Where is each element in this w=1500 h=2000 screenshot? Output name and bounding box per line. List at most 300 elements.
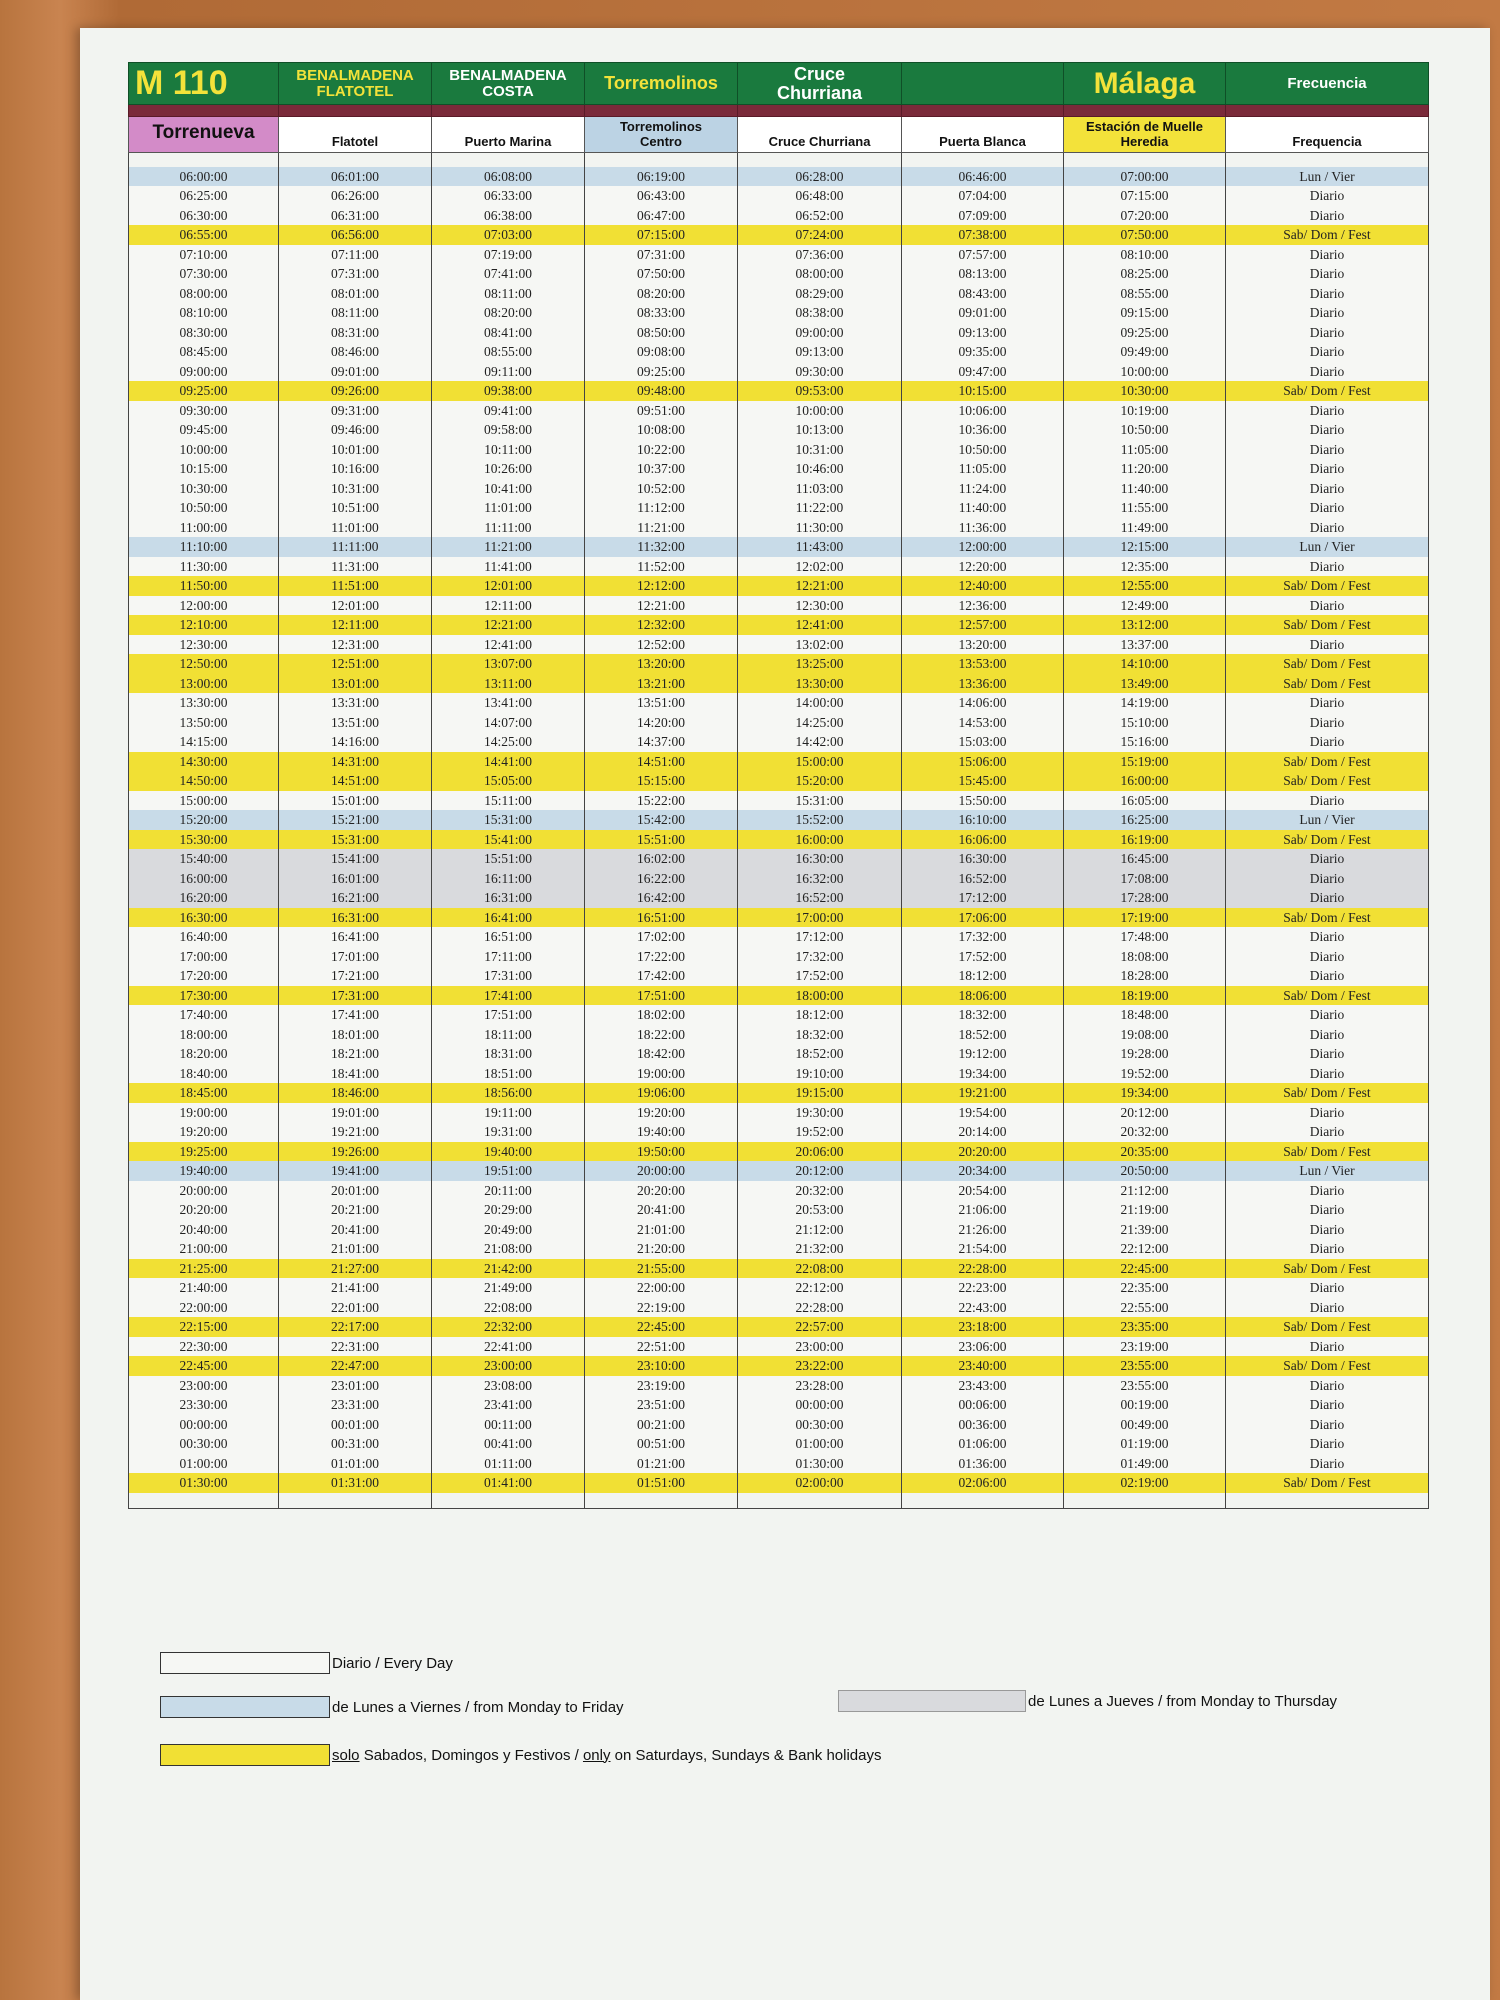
- table-row: [129, 1298, 1429, 1318]
- time-cell: 10:41:00: [432, 479, 585, 499]
- time-cell: 10:46:00: [738, 459, 902, 479]
- frequency-cell: Sab/ Dom / Fest: [1226, 576, 1429, 596]
- time-cell: 17:31:00: [432, 966, 585, 986]
- time-cell: 12:31:00: [279, 635, 432, 655]
- table-row: [129, 186, 1429, 206]
- time-cell: 17:48:00: [1064, 927, 1226, 947]
- time-cell: 13:12:00: [1064, 615, 1226, 635]
- time-cell: 09:53:00: [738, 381, 902, 401]
- time-cell: 10:50:00: [129, 498, 279, 518]
- time-cell: 13:51:00: [279, 713, 432, 733]
- table-row: [129, 1395, 1429, 1415]
- time-cell: 19:41:00: [279, 1161, 432, 1181]
- time-cell: 10:52:00: [585, 479, 738, 499]
- time-cell: 15:00:00: [738, 752, 902, 772]
- frequency-cell: Diario: [1226, 596, 1429, 616]
- frequency-cell: Diario: [1226, 966, 1429, 986]
- time-cell: 00:30:00: [129, 1434, 279, 1454]
- time-cell: 12:40:00: [902, 576, 1064, 596]
- time-cell: 06:56:00: [279, 225, 432, 245]
- time-cell: 16:21:00: [279, 888, 432, 908]
- time-cell: 09:25:00: [129, 381, 279, 401]
- time-cell: 18:21:00: [279, 1044, 432, 1064]
- time-cell: 20:00:00: [585, 1161, 738, 1181]
- time-cell: 22:00:00: [129, 1298, 279, 1318]
- time-cell: 13:30:00: [738, 674, 902, 694]
- time-cell: 17:00:00: [129, 947, 279, 967]
- time-cell: 11:31:00: [279, 557, 432, 577]
- time-cell: 20:41:00: [585, 1200, 738, 1220]
- time-cell: 16:31:00: [432, 888, 585, 908]
- time-cell: 14:06:00: [902, 693, 1064, 713]
- time-cell: 08:55:00: [432, 342, 585, 362]
- stop-group-frecuencia: Frecuencia: [1226, 63, 1429, 105]
- time-cell: 21:49:00: [432, 1278, 585, 1298]
- frequency-cell: Diario: [1226, 1278, 1429, 1298]
- time-cell: 22:08:00: [738, 1259, 902, 1279]
- time-cell: 12:02:00: [738, 557, 902, 577]
- time-cell: 14:50:00: [129, 771, 279, 791]
- frequency-cell: Diario: [1226, 1415, 1429, 1435]
- time-cell: 20:06:00: [738, 1142, 902, 1162]
- time-cell: 09:25:00: [1064, 323, 1226, 343]
- time-cell: 17:41:00: [432, 986, 585, 1006]
- time-cell: 15:41:00: [279, 849, 432, 869]
- time-cell: 16:00:00: [129, 869, 279, 889]
- time-cell: 00:06:00: [902, 1395, 1064, 1415]
- time-cell: 07:20:00: [1064, 206, 1226, 226]
- frequency-cell: Diario: [1226, 713, 1429, 733]
- time-cell: 07:15:00: [585, 225, 738, 245]
- time-cell: 22:30:00: [129, 1337, 279, 1357]
- time-cell: 11:03:00: [738, 479, 902, 499]
- time-cell: 14:19:00: [1064, 693, 1226, 713]
- time-cell: 02:06:00: [902, 1473, 1064, 1493]
- time-cell: 18:01:00: [279, 1025, 432, 1045]
- time-cell: 18:28:00: [1064, 966, 1226, 986]
- time-cell: 15:03:00: [902, 732, 1064, 752]
- time-cell: 11:22:00: [738, 498, 902, 518]
- time-cell: 23:00:00: [129, 1376, 279, 1396]
- time-cell: 11:30:00: [738, 518, 902, 538]
- frequency-cell: Diario: [1226, 1220, 1429, 1240]
- time-cell: 09:58:00: [432, 420, 585, 440]
- time-cell: 17:40:00: [129, 1005, 279, 1025]
- table-row: [129, 557, 1429, 577]
- time-cell: 17:30:00: [129, 986, 279, 1006]
- table-row: [129, 1103, 1429, 1123]
- time-cell: 10:00:00: [1064, 362, 1226, 382]
- time-cell: 12:10:00: [129, 615, 279, 635]
- time-cell: 19:21:00: [902, 1083, 1064, 1103]
- time-cell: 16:41:00: [279, 927, 432, 947]
- time-cell: 23:01:00: [279, 1376, 432, 1396]
- table-row: [129, 459, 1429, 479]
- time-cell: 17:06:00: [902, 908, 1064, 928]
- table-row: [129, 1220, 1429, 1240]
- time-cell: 16:30:00: [129, 908, 279, 928]
- frequency-cell: Diario: [1226, 732, 1429, 752]
- table-row: [129, 810, 1429, 830]
- time-cell: 17:22:00: [585, 947, 738, 967]
- frequency-cell: Diario: [1226, 1064, 1429, 1084]
- time-cell: 12:21:00: [585, 596, 738, 616]
- time-cell: 16:52:00: [902, 869, 1064, 889]
- time-cell: 17:21:00: [279, 966, 432, 986]
- time-cell: 18:02:00: [585, 1005, 738, 1025]
- frequency-cell: Sab/ Dom / Fest: [1226, 830, 1429, 850]
- time-cell: 16:45:00: [1064, 849, 1226, 869]
- time-cell: 15:01:00: [279, 791, 432, 811]
- table-row: [129, 537, 1429, 557]
- time-cell: 22:28:00: [902, 1259, 1064, 1279]
- frequency-cell: Diario: [1226, 1025, 1429, 1045]
- time-cell: 09:47:00: [902, 362, 1064, 382]
- time-cell: 11:12:00: [585, 498, 738, 518]
- frequency-cell: Diario: [1226, 362, 1429, 382]
- time-cell: 18:40:00: [129, 1064, 279, 1084]
- time-cell: 06:25:00: [129, 186, 279, 206]
- time-cell: 23:35:00: [1064, 1317, 1226, 1337]
- time-cell: 09:48:00: [585, 381, 738, 401]
- stop-group-cruce-churriana: Cruce Churriana: [738, 63, 902, 105]
- stop-group-torremolinos: Torremolinos: [585, 63, 738, 105]
- time-cell: 14:10:00: [1064, 654, 1226, 674]
- time-cell: 13:37:00: [1064, 635, 1226, 655]
- time-cell: 17:51:00: [585, 986, 738, 1006]
- time-cell: 11:40:00: [1064, 479, 1226, 499]
- time-cell: 12:00:00: [902, 537, 1064, 557]
- time-cell: 12:21:00: [432, 615, 585, 635]
- time-cell: 08:20:00: [432, 303, 585, 323]
- table-row: [129, 830, 1429, 850]
- legend-label-lunvier: de Lunes a Viernes / from Monday to Friday: [332, 1698, 624, 1716]
- time-cell: 06:26:00: [279, 186, 432, 206]
- time-cell: 17:32:00: [902, 927, 1064, 947]
- time-cell: 00:11:00: [432, 1415, 585, 1435]
- time-cell: 16:02:00: [585, 849, 738, 869]
- frequency-cell: Diario: [1226, 479, 1429, 499]
- time-cell: 10:26:00: [432, 459, 585, 479]
- time-cell: 12:51:00: [279, 654, 432, 674]
- time-cell: 00:19:00: [1064, 1395, 1226, 1415]
- time-cell: 16:51:00: [432, 927, 585, 947]
- time-cell: 00:00:00: [738, 1395, 902, 1415]
- time-cell: 13:20:00: [902, 635, 1064, 655]
- time-cell: 16:42:00: [585, 888, 738, 908]
- table-row: [129, 1064, 1429, 1084]
- time-cell: 13:30:00: [129, 693, 279, 713]
- table-row: [129, 1122, 1429, 1142]
- table-row: [129, 947, 1429, 967]
- time-cell: 11:21:00: [432, 537, 585, 557]
- frequency-cell: Sab/ Dom / Fest: [1226, 615, 1429, 635]
- time-cell: 09:15:00: [1064, 303, 1226, 323]
- frequency-cell: Diario: [1226, 264, 1429, 284]
- table-row: [129, 1454, 1429, 1474]
- time-cell: 18:52:00: [902, 1025, 1064, 1045]
- time-cell: 10:00:00: [129, 440, 279, 460]
- time-cell: 06:55:00: [129, 225, 279, 245]
- time-cell: 10:08:00: [585, 420, 738, 440]
- time-cell: 12:12:00: [585, 576, 738, 596]
- time-cell: 15:30:00: [129, 830, 279, 850]
- frequency-cell: Diario: [1226, 459, 1429, 479]
- legend-item-weekend: [160, 1744, 882, 1766]
- frequency-cell: Diario: [1226, 1376, 1429, 1396]
- time-cell: 19:11:00: [432, 1103, 585, 1123]
- time-cell: 01:41:00: [432, 1473, 585, 1493]
- time-cell: 06:43:00: [585, 186, 738, 206]
- time-cell: 22:15:00: [129, 1317, 279, 1337]
- frequency-cell: Diario: [1226, 1103, 1429, 1123]
- time-cell: 14:31:00: [279, 752, 432, 772]
- time-cell: 10:50:00: [1064, 420, 1226, 440]
- time-cell: 18:00:00: [738, 986, 902, 1006]
- time-cell: 08:38:00: [738, 303, 902, 323]
- time-cell: 16:32:00: [738, 869, 902, 889]
- time-cell: 21:08:00: [432, 1239, 585, 1259]
- time-cell: 17:11:00: [432, 947, 585, 967]
- time-cell: 20:32:00: [1064, 1122, 1226, 1142]
- time-cell: 16:10:00: [902, 810, 1064, 830]
- time-cell: 11:11:00: [279, 537, 432, 557]
- legend-item-lunvier: [160, 1696, 624, 1718]
- time-cell: 13:25:00: [738, 654, 902, 674]
- time-cell: 11:50:00: [129, 576, 279, 596]
- table-row: [129, 986, 1429, 1006]
- time-cell: 11:10:00: [129, 537, 279, 557]
- legend-swatch-weekend: [160, 1744, 330, 1766]
- time-cell: 09:08:00: [585, 342, 738, 362]
- time-cell: 02:00:00: [738, 1473, 902, 1493]
- time-cell: 17:31:00: [279, 986, 432, 1006]
- table-row: [129, 479, 1429, 499]
- time-cell: 14:42:00: [738, 732, 902, 752]
- time-cell: 19:01:00: [279, 1103, 432, 1123]
- frequency-cell: Diario: [1226, 1337, 1429, 1357]
- time-cell: 09:11:00: [432, 362, 585, 382]
- time-cell: 10:19:00: [1064, 401, 1226, 421]
- time-cell: 21:40:00: [129, 1278, 279, 1298]
- time-cell: 13:41:00: [432, 693, 585, 713]
- table-row: [129, 596, 1429, 616]
- time-cell: 07:15:00: [1064, 186, 1226, 206]
- time-cell: 09:46:00: [279, 420, 432, 440]
- time-cell: 13:51:00: [585, 693, 738, 713]
- header-stops-row: [129, 117, 1429, 153]
- time-cell: 18:32:00: [902, 1005, 1064, 1025]
- time-cell: 12:01:00: [279, 596, 432, 616]
- time-cell: 12:00:00: [129, 596, 279, 616]
- time-cell: 21:42:00: [432, 1259, 585, 1279]
- time-cell: 20:01:00: [279, 1181, 432, 1201]
- time-cell: 22:51:00: [585, 1337, 738, 1357]
- time-cell: 09:45:00: [129, 420, 279, 440]
- time-cell: 22:47:00: [279, 1356, 432, 1376]
- time-cell: 00:01:00: [279, 1415, 432, 1435]
- time-cell: 07:41:00: [432, 264, 585, 284]
- time-cell: 11:00:00: [129, 518, 279, 538]
- time-cell: 10:15:00: [129, 459, 279, 479]
- stop-flatotel: Flatotel: [279, 117, 432, 153]
- legend-swatch-lunjue: [838, 1690, 1026, 1712]
- frequency-cell: Lun / Vier: [1226, 810, 1429, 830]
- time-cell: 08:45:00: [129, 342, 279, 362]
- frequency-cell: Diario: [1226, 323, 1429, 343]
- frequency-cell: Diario: [1226, 693, 1429, 713]
- frequency-cell: Diario: [1226, 849, 1429, 869]
- time-cell: 21:26:00: [902, 1220, 1064, 1240]
- time-cell: 01:21:00: [585, 1454, 738, 1474]
- time-cell: 10:00:00: [738, 401, 902, 421]
- time-cell: 17:20:00: [129, 966, 279, 986]
- frequency-cell: Diario: [1226, 342, 1429, 362]
- time-cell: 07:50:00: [585, 264, 738, 284]
- time-cell: 11:11:00: [432, 518, 585, 538]
- time-cell: 19:15:00: [738, 1083, 902, 1103]
- time-cell: 01:00:00: [129, 1454, 279, 1474]
- time-cell: 12:15:00: [1064, 537, 1226, 557]
- time-cell: 18:31:00: [432, 1044, 585, 1064]
- table-row: [129, 1083, 1429, 1103]
- time-cell: 17:52:00: [902, 947, 1064, 967]
- table-row: [129, 362, 1429, 382]
- time-cell: 06:01:00: [279, 167, 432, 187]
- time-cell: 11:40:00: [902, 498, 1064, 518]
- table-row: [129, 1356, 1429, 1376]
- frequency-cell: Diario: [1226, 1454, 1429, 1474]
- time-cell: 09:30:00: [738, 362, 902, 382]
- time-cell: 15:10:00: [1064, 713, 1226, 733]
- time-cell: 11:01:00: [432, 498, 585, 518]
- time-cell: 21:20:00: [585, 1239, 738, 1259]
- time-cell: 18:42:00: [585, 1044, 738, 1064]
- time-cell: 21:01:00: [279, 1239, 432, 1259]
- time-cell: 08:50:00: [585, 323, 738, 343]
- time-cell: 07:38:00: [902, 225, 1064, 245]
- table-row: [129, 1200, 1429, 1220]
- table-row: [129, 303, 1429, 323]
- time-cell: 16:06:00: [902, 830, 1064, 850]
- time-cell: 06:31:00: [279, 206, 432, 226]
- frequency-cell: Diario: [1226, 303, 1429, 323]
- time-cell: 00:21:00: [585, 1415, 738, 1435]
- time-cell: 19:20:00: [585, 1103, 738, 1123]
- stop-torremolinos-centro: Torremolinos Centro: [585, 117, 738, 153]
- stop-cruce-churriana: Cruce Churriana: [738, 117, 902, 153]
- time-cell: 15:15:00: [585, 771, 738, 791]
- time-cell: 16:25:00: [1064, 810, 1226, 830]
- time-cell: 14:37:00: [585, 732, 738, 752]
- time-cell: 19:40:00: [432, 1142, 585, 1162]
- time-cell: 19:00:00: [129, 1103, 279, 1123]
- time-cell: 21:06:00: [902, 1200, 1064, 1220]
- time-cell: 07:31:00: [585, 245, 738, 265]
- table-row: [129, 1317, 1429, 1337]
- table-row: [129, 264, 1429, 284]
- time-cell: 10:16:00: [279, 459, 432, 479]
- time-cell: 12:35:00: [1064, 557, 1226, 577]
- time-cell: 21:12:00: [1064, 1181, 1226, 1201]
- time-cell: 20:00:00: [129, 1181, 279, 1201]
- frequency-cell: Sab/ Dom / Fest: [1226, 654, 1429, 674]
- time-cell: 19:34:00: [902, 1064, 1064, 1084]
- frequency-cell: Diario: [1226, 1395, 1429, 1415]
- table-row: [129, 1005, 1429, 1025]
- time-cell: 15:40:00: [129, 849, 279, 869]
- legend-item-lunjue: [838, 1690, 1337, 1712]
- time-cell: 10:37:00: [585, 459, 738, 479]
- time-cell: 09:41:00: [432, 401, 585, 421]
- table-row: [129, 167, 1429, 187]
- time-cell: 14:30:00: [129, 752, 279, 772]
- time-cell: 12:41:00: [432, 635, 585, 655]
- table-row: [129, 342, 1429, 362]
- frequency-cell: Sab/ Dom / Fest: [1226, 986, 1429, 1006]
- time-cell: 08:01:00: [279, 284, 432, 304]
- time-cell: 10:36:00: [902, 420, 1064, 440]
- table-row: [129, 225, 1429, 245]
- time-cell: 23:00:00: [738, 1337, 902, 1357]
- time-cell: 19:51:00: [432, 1161, 585, 1181]
- time-cell: 18:00:00: [129, 1025, 279, 1045]
- table-row: [129, 1415, 1429, 1435]
- table-row: [129, 1473, 1429, 1493]
- time-cell: 06:47:00: [585, 206, 738, 226]
- frequency-cell: Sab/ Dom / Fest: [1226, 1083, 1429, 1103]
- time-cell: 18:32:00: [738, 1025, 902, 1045]
- table-row: [129, 752, 1429, 772]
- time-cell: 15:21:00: [279, 810, 432, 830]
- time-cell: 14:25:00: [432, 732, 585, 752]
- time-cell: 15:31:00: [432, 810, 585, 830]
- time-cell: 17:12:00: [902, 888, 1064, 908]
- time-cell: 20:29:00: [432, 1200, 585, 1220]
- timetable-body: [129, 153, 1429, 1509]
- frequency-cell: Lun / Vier: [1226, 537, 1429, 557]
- time-cell: 10:51:00: [279, 498, 432, 518]
- time-cell: 10:22:00: [585, 440, 738, 460]
- time-cell: 17:19:00: [1064, 908, 1226, 928]
- time-cell: 18:06:00: [902, 986, 1064, 1006]
- time-cell: 06:28:00: [738, 167, 902, 187]
- table-row: [129, 713, 1429, 733]
- time-cell: 10:31:00: [738, 440, 902, 460]
- stop-torrenueva: Torrenueva: [129, 117, 279, 153]
- time-cell: 01:06:00: [902, 1434, 1064, 1454]
- table-row: [129, 615, 1429, 635]
- time-cell: 14:25:00: [738, 713, 902, 733]
- time-cell: 15:05:00: [432, 771, 585, 791]
- time-cell: 22:45:00: [129, 1356, 279, 1376]
- time-cell: 18:52:00: [738, 1044, 902, 1064]
- time-cell: 09:00:00: [738, 323, 902, 343]
- table-row: [129, 791, 1429, 811]
- time-cell: 01:01:00: [279, 1454, 432, 1474]
- time-cell: 19:30:00: [738, 1103, 902, 1123]
- time-cell: 23:10:00: [585, 1356, 738, 1376]
- time-cell: 12:20:00: [902, 557, 1064, 577]
- time-cell: 13:11:00: [432, 674, 585, 694]
- time-cell: 21:32:00: [738, 1239, 902, 1259]
- table-row: [129, 1025, 1429, 1045]
- time-cell: 09:13:00: [738, 342, 902, 362]
- time-cell: 22:43:00: [902, 1298, 1064, 1318]
- time-cell: 12:49:00: [1064, 596, 1226, 616]
- time-cell: 18:20:00: [129, 1044, 279, 1064]
- time-cell: 15:20:00: [738, 771, 902, 791]
